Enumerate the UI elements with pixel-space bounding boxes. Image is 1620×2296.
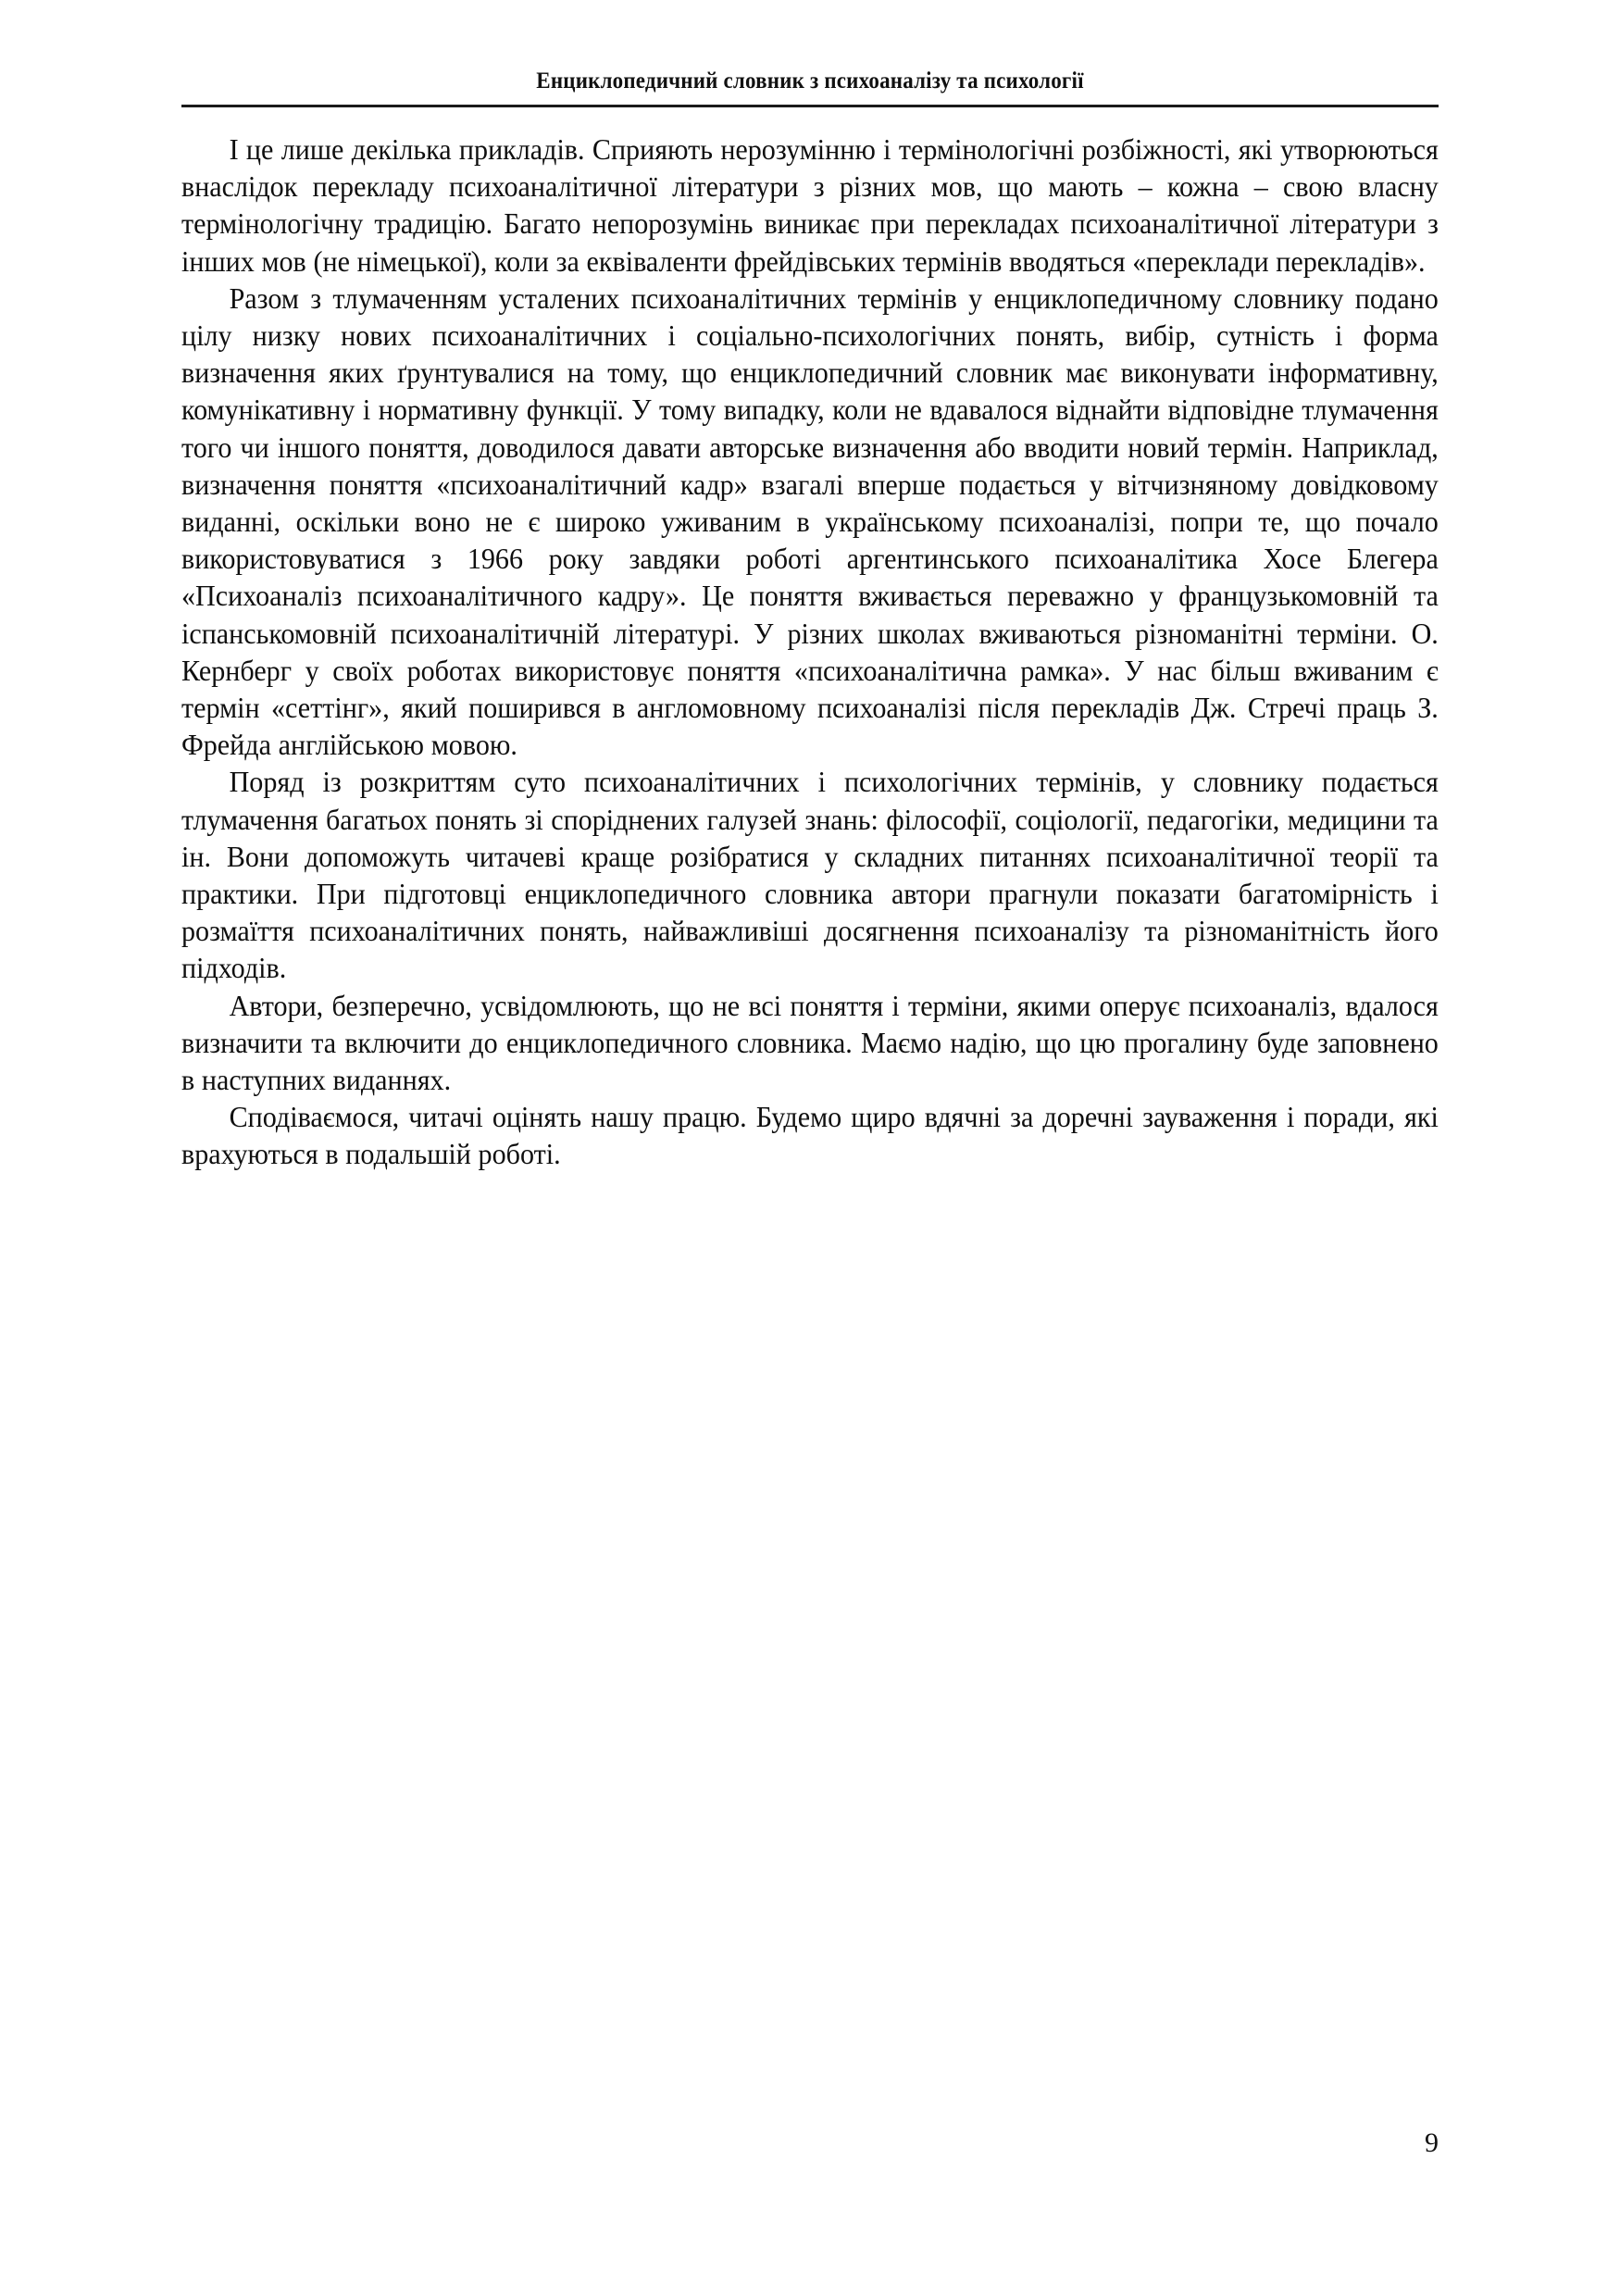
page-number: 9 xyxy=(1425,2128,1439,2158)
body-text-column xyxy=(181,131,1439,1174)
paragraph: Разом з тлумаченням усталених психоаналітичних термінів у енциклопедичному словнику подано цілу низку нових психоаналітичних і соціально-психологічних понять, вибір, сутність і форма визначення яких ґрунтувалися на тому, що енциклопедичний словник має виконувати інформативну, комунікативну і нормативну функції. У тому випадку, коли не вдавалося віднайти відповідне тлумачення того чи іншого поняття, доводилося давати авторське визначення або вводити новий термін. Наприклад, визначення поняття «психоаналітичний кадр» взагалі вперше подається у вітчизняному довідковому виданні, оскільки воно не є широко уживаним в українському психоаналізі, попри те, що почало використовуватися з 1966 року завдяки роботі аргентинського психоаналітика Хосе Блегера «Психоаналіз психоаналітичного кадру». Це поняття вживається переважно у французькомовній та іспанськомовній психоаналітичній літературі. У різних школах вживаються різноманітні терміни. О. Кернберг у своїх роботах використовує поняття «психоаналітична рамка». У нас більш вживаним є термін «сеттінг», який поширився в англомовному психоаналізі після перекладів Дж. Стречі праць З. Фрейда англійською мовою. xyxy=(181,281,1439,762)
running-header-title: Енциклопедичний словник з психоаналізу та психології xyxy=(536,69,1084,94)
header-divider xyxy=(181,105,1439,107)
paragraph: Автори, безперечно, усвідомлюють, що не всі поняття і терміни, якими оперує психоаналіз, вдалося визначити та включити до енциклопедичного словника. Маємо надію, що цю прогалину буде заповнено в наступних виданнях. xyxy=(181,989,1439,1097)
running-header xyxy=(181,69,1439,107)
paragraph: Поряд із розкриттям суто психоаналітичних і психологічних термінів, у словнику подається тлумачення багатьох понять зі споріднених галузей знань: філософії, соціології, педагогіки, медицини та ін. Вони допоможуть читачеві краще розібратися у складних питаннях психоаналітичної теорії та практики. При підготовці енциклопедичного словника автори прагнули показати багатомірність і розмаїття психоаналітичних понять, найважливіші досягнення психоаналізу та різноманітність його підходів. xyxy=(181,766,1439,985)
paragraph: І це лише декілька прикладів. Сприяють нерозумінню і термінологічні розбіжності, які утворюються внаслідок перекладу психоаналітичної літератури з різних мов, що мають – кожна – свою власну термінологічну традицію. Багато непорозумінь виникає при перекладах психоаналітичної літератури з інших мов (не німецької), коли за еквіваленти фрейдівських термінів вводяться «переклади перекладів». xyxy=(181,133,1439,278)
paragraph: Сподіваємося, читачі оцінять нашу працю. Будемо щиро вдячні за доречні зауваження і поради, які врахуються в подальшій роботі. xyxy=(181,1101,1439,1171)
